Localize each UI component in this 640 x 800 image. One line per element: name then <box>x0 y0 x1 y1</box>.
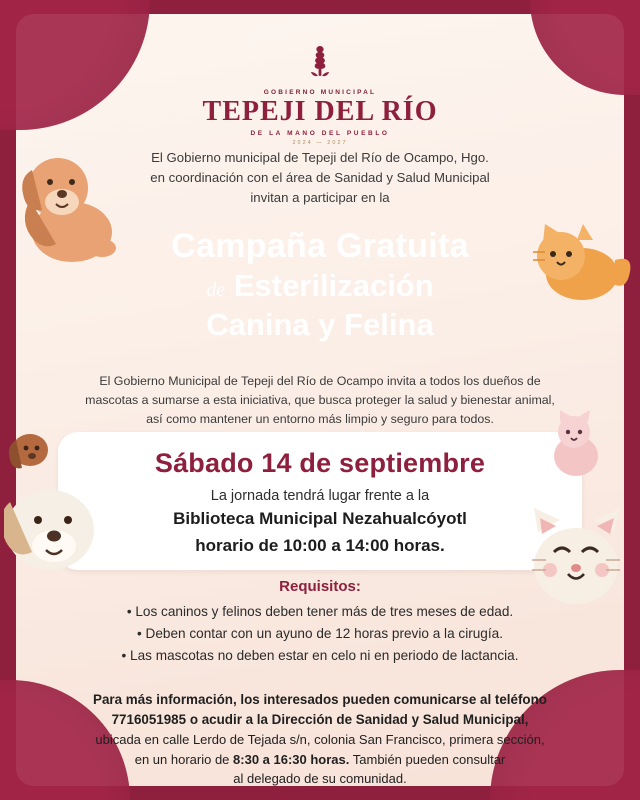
contact-line-5: al delegado de su comunidad. <box>233 771 407 787</box>
campaign-title-line-3: Canina y Felina <box>206 306 434 342</box>
intro-text <box>60 148 580 207</box>
requirement-item: • Deben contar con un ayuno de 12 horas previo a la cirugía. <box>137 626 503 642</box>
event-hours: horario de 10:00 a 14:00 horas. <box>195 535 445 555</box>
intro-line-3: invitan a participar en la <box>250 189 390 205</box>
contact-line-4 <box>40 750 600 770</box>
logo-slogan: DE LA MANO DEL PUEBLO <box>250 130 390 137</box>
event-date: Sábado 14 de septiembre <box>154 448 486 478</box>
campaign-title-word: Esterilización <box>233 267 434 303</box>
municipal-logo <box>0 42 640 146</box>
contact-hours: 8:30 a 16:30 horas. <box>233 751 350 767</box>
dog-illustration-top-left <box>10 140 130 270</box>
dog-illustration-middle-left <box>4 420 114 580</box>
cat-illustration-bottom-right <box>514 500 634 620</box>
logo-years: 2024 — 2027 <box>292 140 348 146</box>
intro-line-1: El Gobierno municipal de Tepeji del Río de Ocampo, Hgo. <box>151 150 489 165</box>
contact-phone: 7716051985 <box>111 712 187 728</box>
logo-municipality-name: TEPEJI DEL RÍO <box>202 96 438 127</box>
event-location-intro: La jornada tendrá lugar frente a la <box>210 488 430 504</box>
campaign-title-de: de <box>206 278 226 301</box>
requirement-item: • Las mascotas no deben estar en celo ni en periodo de lactancia. <box>121 648 519 664</box>
contact-line-2 <box>40 710 600 730</box>
requirements-title: Requisitos: <box>279 578 361 595</box>
description-line-3: así como mantener un entorno más limpio y seguro para todos. <box>146 412 494 427</box>
description-line-1: El Gobierno Municipal de Tepeji del Río de Ocampo invita a todos los dueños de <box>99 374 541 388</box>
contact-line-2-rest: o acudir a la Dirección de Sanidad y Salud Municipal, <box>186 712 529 728</box>
event-date-card <box>58 432 582 570</box>
description-paragraph <box>55 372 585 430</box>
requirement-item: • Los caninos y felinos deben tener más de tres meses de edad. <box>126 604 514 619</box>
contact-info-section <box>40 690 600 789</box>
contact-address: ubicada en calle Lerdo de Tejada s/n, colonia San Francisco, primera sección, <box>95 732 545 748</box>
intro-line-2: en coordinación con el área de Sanidad y Salud Municipal <box>150 169 490 185</box>
pinecone-emblem-icon <box>298 42 342 86</box>
contact-hours-post: También pueden consultar <box>349 751 506 767</box>
campaign-title-band <box>62 212 578 362</box>
contact-hours-pre: en un horario de <box>134 751 234 767</box>
event-venue: Biblioteca Municipal Nezahualcóyotl <box>173 509 467 528</box>
logo-gobierno-text: GOBIERNO MUNICIPAL <box>263 89 377 96</box>
campaign-title-line-2 <box>62 267 578 306</box>
contact-line-1: Para más información, los interesados pueden comunicarse al teléfono <box>93 692 547 707</box>
cat-illustration-middle-right <box>540 404 610 484</box>
description-line-2: mascotas a sumarse a esta iniciativa, que busca proteger la salud y bienestar animal, <box>85 393 555 408</box>
campaign-title-line-1: Campaña Gratuita <box>171 227 469 265</box>
cat-illustration-top-right <box>527 212 632 317</box>
